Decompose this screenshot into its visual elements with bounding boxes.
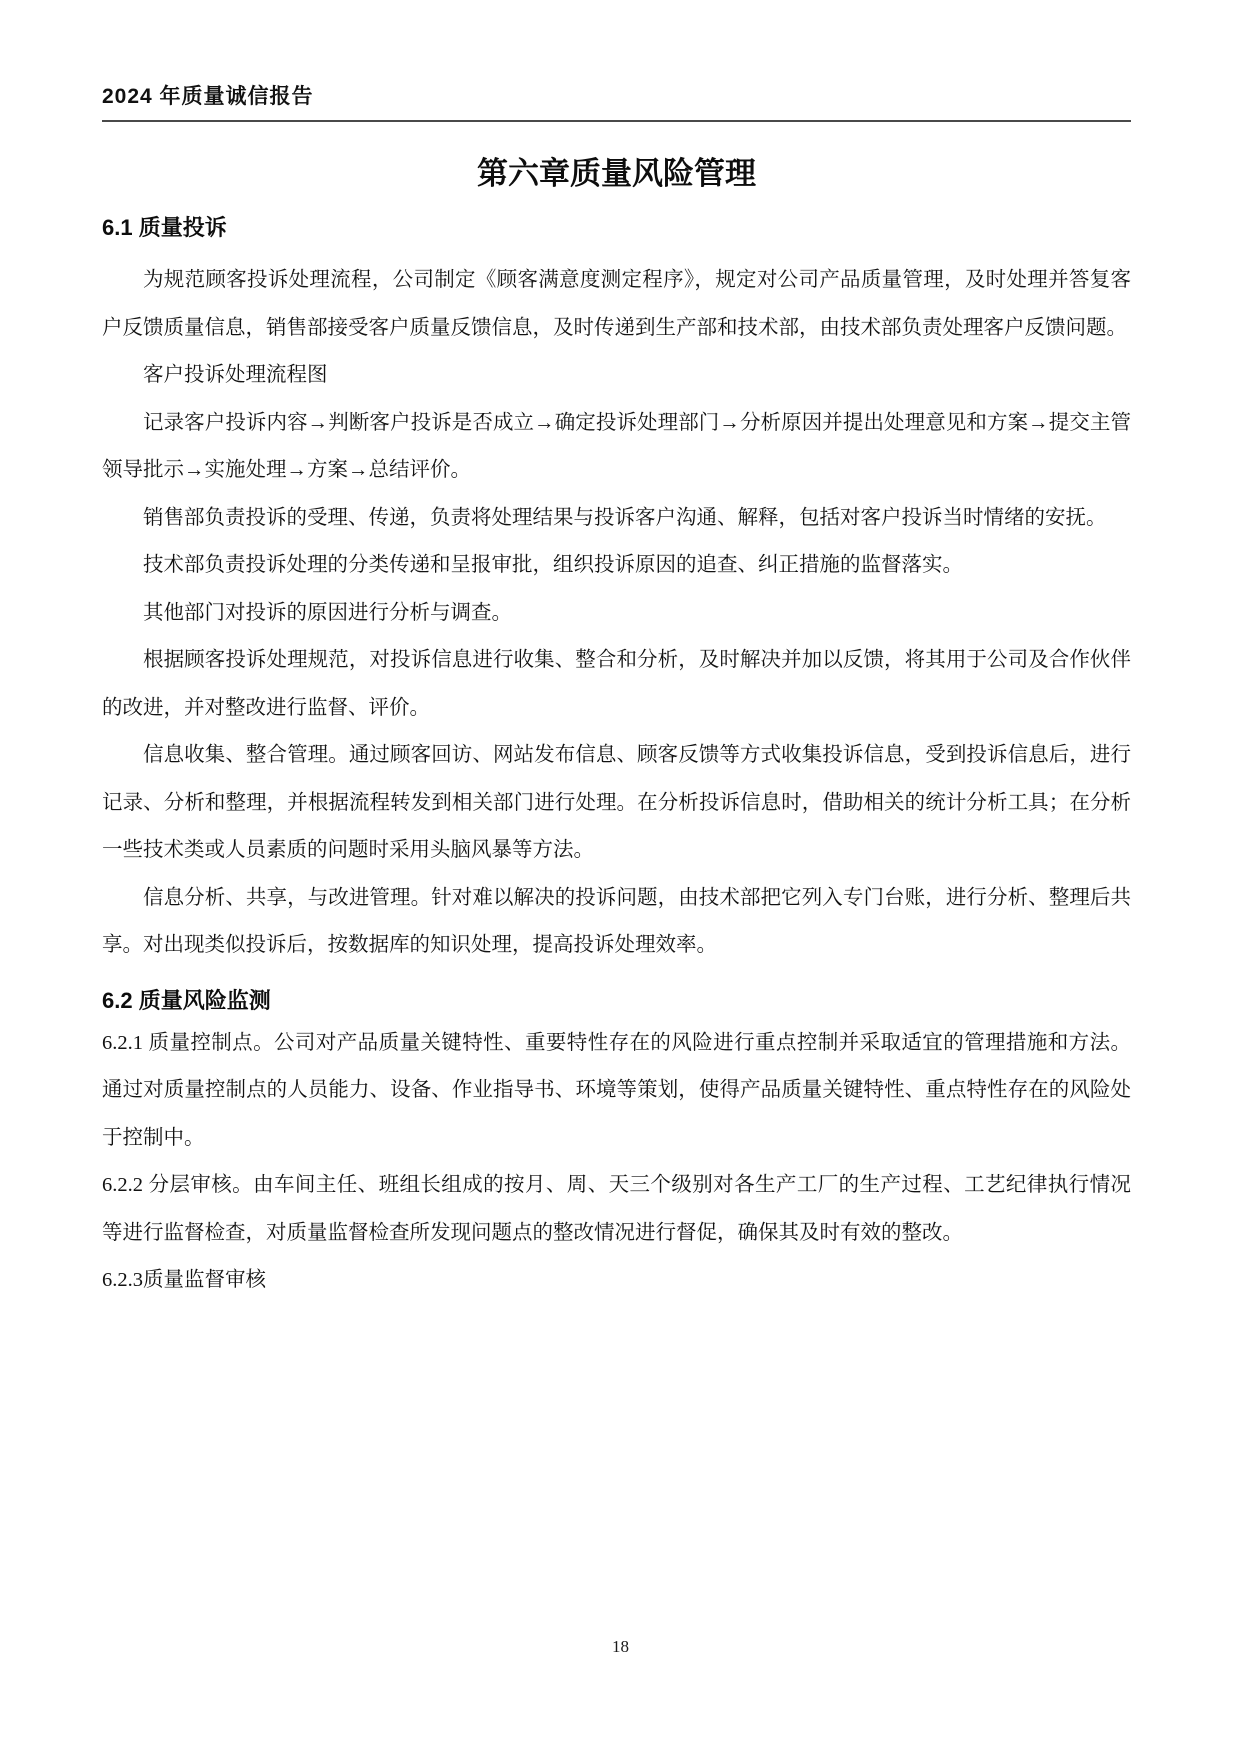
paragraph-6-2-2-layered-audit: 6.2.2 分层审核。由车间主任、班组长组成的按月、周、天三个级别对各生产工厂的生产过程、工艺纪律执行情况等进行监督检查，对质量监督检查所发现问题点的整改情况进行督促，确保其及时有效的整改。 [102,1174,1131,1244]
paragraph-complaint-spec: 根据顾客投诉处理规范，对投诉信息进行收集、整合和分析，及时解决并加以反馈，将其用于公司及合作伙伴的改进，并对整改进行监督、评价。 [102,649,1131,719]
paragraph-sales-dept: 销售部负责投诉的受理、传递，负责将处理结果与投诉客户沟通、解释，包括对客户投诉当时情绪的安抚。 [143,506,1107,529]
section-6-1-body [102,257,1131,970]
section-heading-6-1: 6.1 质量投诉 [102,215,227,240]
paragraph-tech-dept: 技术部负责投诉处理的分类传递和呈报审批，组织投诉原因的追查、纠正措施的监督落实。 [143,554,963,576]
paragraph-other-depts: 其他部门对投诉的原因进行分析与调查。 [143,601,512,624]
paragraph-flow-steps: 记录客户投诉内容→判断客户投诉是否成立→确定投诉处理部门→分析原因并提出处理意见和方案→提交主管领导批示→实施处理→方案→总结评价。 [102,411,1131,481]
paragraph-6-2-1-control-points: 6.2.1 质量控制点。公司对产品质量关键特性、重要特性存在的风险进行重点控制并采取适宜的管理措施和方法。通过对质量控制点的人员能力、设备、作业指导书、环境等策划，使得产品质量关键特性、重点特性存在的风险处于控制中。 [102,1031,1131,1149]
report-header: 2024 年质量诚信报告 [102,80,1131,122]
paragraph-info-collection: 信息收集、整合管理。通过顾客回访、网站发布信息、顾客反馈等方式收集投诉信息，受到投诉信息后，进行记录、分析和整理，并根据流程转发到相关部门进行处理。在分析投诉信息时，借助相关的统计分析工具；在分析一些技术类或人员素质的问题时采用头脑风暴等方法。 [102,744,1131,861]
paragraph-complaint-process: 为规范顾客投诉处理流程，公司制定《顾客满意度测定程序》，规定对公司产品质量管理，及时处理并答复客户反馈质量信息，销售部接受客户质量反馈信息，及时传递到生产部和技术部，由技术部负责处理客户反馈问题。 [102,269,1131,339]
section-6-2-body [102,1020,1131,1305]
paragraph-info-analysis: 信息分析、共享，与改进管理。针对难以解决的投诉问题，由技术部把它列入专门台账，进行分析、整理后共享。对出现类似投诉后，按数据库的知识处理，提高投诉处理效率。 [102,886,1131,956]
section-heading-6-2: 6.2 质量风险监测 [102,987,271,1013]
page-number: 18 [612,1637,629,1656]
paragraph-6-2-3-supervision-audit: 6.2.3质量监督审核 [102,1269,266,1291]
chapter-title: 第六章质量风险管理 [477,156,756,191]
paragraph-flowchart-caption: 客户投诉处理流程图 [143,364,328,386]
